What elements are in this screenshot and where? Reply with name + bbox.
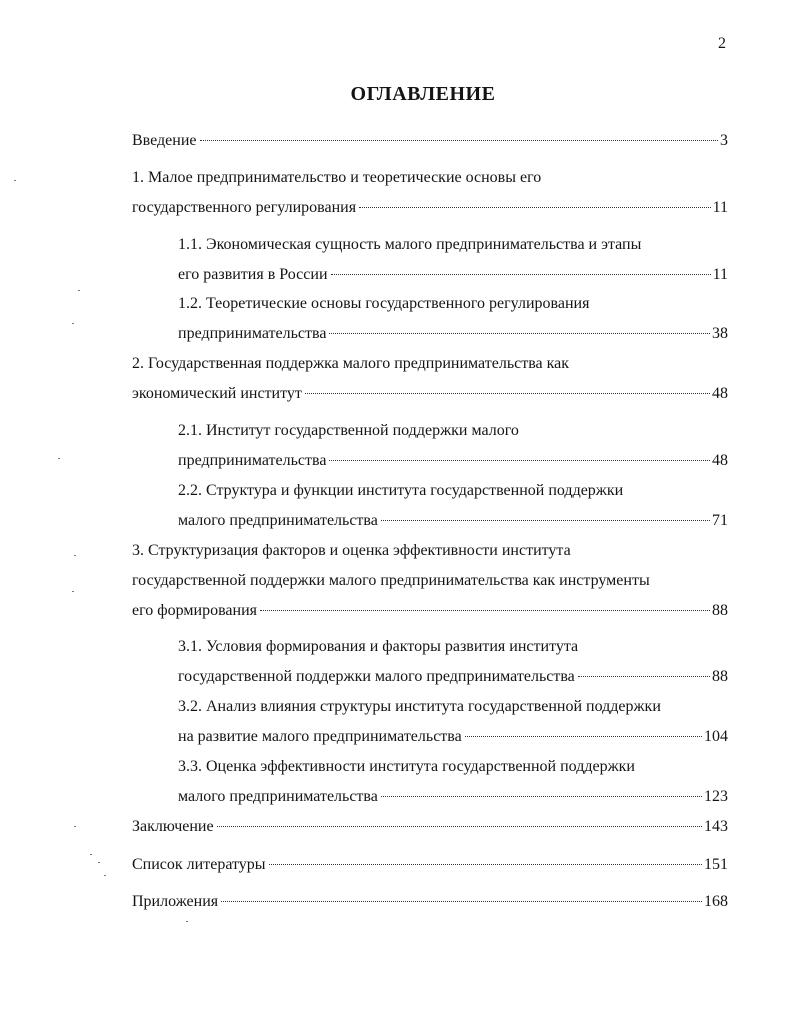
toc-entry-section-3-2-title: 3.2. Анализ влияния структуры института государственной поддержки: [178, 698, 661, 715]
toc-page-number: 11: [712, 199, 728, 216]
scan-speck: [98, 862, 100, 863]
toc-dot-leader: [465, 736, 702, 737]
toc-entry-chapter-3-title-2: государственной поддержки малого предпринимательства как инструменты: [132, 572, 650, 589]
scan-speck: [14, 180, 16, 181]
toc-entry-section-3-1-title: 3.1. Условия формирования и факторы развития института: [178, 638, 579, 655]
toc-dot-leader: [221, 901, 702, 902]
toc-entry-section-1-2: [178, 323, 728, 345]
toc-page-number: 48: [712, 385, 728, 402]
scan-speck: [104, 875, 106, 876]
toc-page-number: 3: [720, 132, 728, 149]
toc-entry-title: государственного регулирования: [132, 199, 357, 216]
scan-speck: [72, 591, 74, 592]
toc-entry-title: его развития в России: [178, 266, 328, 283]
scan-speck: [78, 290, 80, 291]
toc-dot-leader: [305, 393, 710, 394]
toc-entry-section-2-2-title: 2.2. Структура и функции института государственной поддержки: [178, 482, 624, 499]
toc-entry-chapter-1: [132, 197, 728, 219]
toc-page-number: 71: [712, 512, 728, 529]
scan-speck: [74, 826, 76, 827]
toc-entry-chapter-2-title: 2. Государственная поддержка малого предпринимательства как: [132, 355, 570, 372]
toc-dot-leader: [381, 520, 710, 521]
scan-speck: [90, 854, 92, 855]
toc-entry-title: предпринимательства: [178, 325, 327, 342]
toc-dot-leader: [329, 333, 710, 334]
toc-entry-chapter-2: [132, 383, 728, 405]
toc-entry-title: экономический институт: [132, 385, 302, 402]
toc-dot-leader: [217, 826, 702, 827]
toc-dot-leader: [269, 864, 702, 865]
toc-page-number: 168: [704, 893, 728, 910]
toc-entry-conclusion: [132, 816, 728, 838]
toc-entry-section-3-2: [178, 726, 728, 748]
toc-dot-leader: [359, 207, 711, 208]
toc-dot-leader: [578, 676, 710, 677]
toc-dot-leader: [260, 610, 710, 611]
toc-entry-references: [132, 854, 728, 876]
toc-entry-appendices: [132, 891, 728, 913]
toc-page-number: 38: [712, 325, 728, 342]
toc-page-number: 143: [704, 818, 728, 835]
toc-entry-title: Список литературы: [132, 856, 266, 873]
toc-entry-chapter-1-title: 1. Малое предпринимательство и теоретические основы его: [132, 169, 542, 186]
toc-title: ОГЛАВЛЕНИЕ: [350, 83, 496, 105]
toc-entry-section-3-1: [178, 666, 728, 688]
toc-entry-introduction: [132, 130, 728, 152]
toc-dot-leader: [331, 274, 711, 275]
toc-entry-title: государственной поддержки малого предпринимательства: [178, 668, 575, 685]
scan-speck: [74, 555, 76, 556]
page-number: 2: [718, 35, 726, 52]
toc-entry-section-1-1: [178, 264, 728, 286]
toc-entry-title: малого предпринимательства: [178, 512, 378, 529]
toc-entry-section-2-2: [178, 510, 728, 532]
toc-page-number: 104: [704, 728, 728, 745]
toc-entry-section-1-2-title: 1.2. Теоретические основы государственного регулирования: [178, 295, 590, 312]
toc-page-number: 88: [712, 602, 728, 619]
toc-dot-leader: [329, 460, 710, 461]
toc-entry-title: предпринимательства: [178, 452, 327, 469]
toc-entry-section-3-3-title: 3.3. Оценка эффективности института государственной поддержки: [178, 758, 635, 775]
toc-entry-title: на развитие малого предпринимательства: [178, 728, 462, 745]
toc-entry-title: его формирования: [132, 602, 258, 619]
toc-entry-title: малого предпринимательства: [178, 788, 378, 805]
toc-page-number: 151: [704, 856, 728, 873]
toc-page-number: 88: [712, 668, 728, 685]
toc-entry-title: Введение: [132, 132, 197, 149]
scan-speck: [58, 458, 60, 459]
toc-dot-leader: [381, 796, 702, 797]
scan-speck: [186, 921, 188, 922]
toc-entry-chapter-3: [132, 600, 728, 622]
toc-entry-title: Приложения: [132, 893, 219, 910]
toc-dot-leader: [200, 140, 719, 141]
toc-entry-title: Заключение: [132, 818, 214, 835]
toc-entry-section-1-1-title: 1.1. Экономическая сущность малого предпринимательства и этапы: [178, 236, 642, 253]
toc-entry-chapter-3-title-1: 3. Структуризация факторов и оценка эффективности института: [132, 542, 571, 559]
toc-entry-section-3-3: [178, 786, 728, 808]
toc-entry-section-2-1-title: 2.1. Институт государственной поддержки малого: [178, 422, 519, 439]
toc-page-number: 48: [712, 452, 728, 469]
scan-speck: [72, 323, 74, 324]
toc-page-number: 11: [712, 266, 728, 283]
toc-entry-section-2-1: [178, 450, 728, 472]
toc-page-number: 123: [704, 788, 728, 805]
